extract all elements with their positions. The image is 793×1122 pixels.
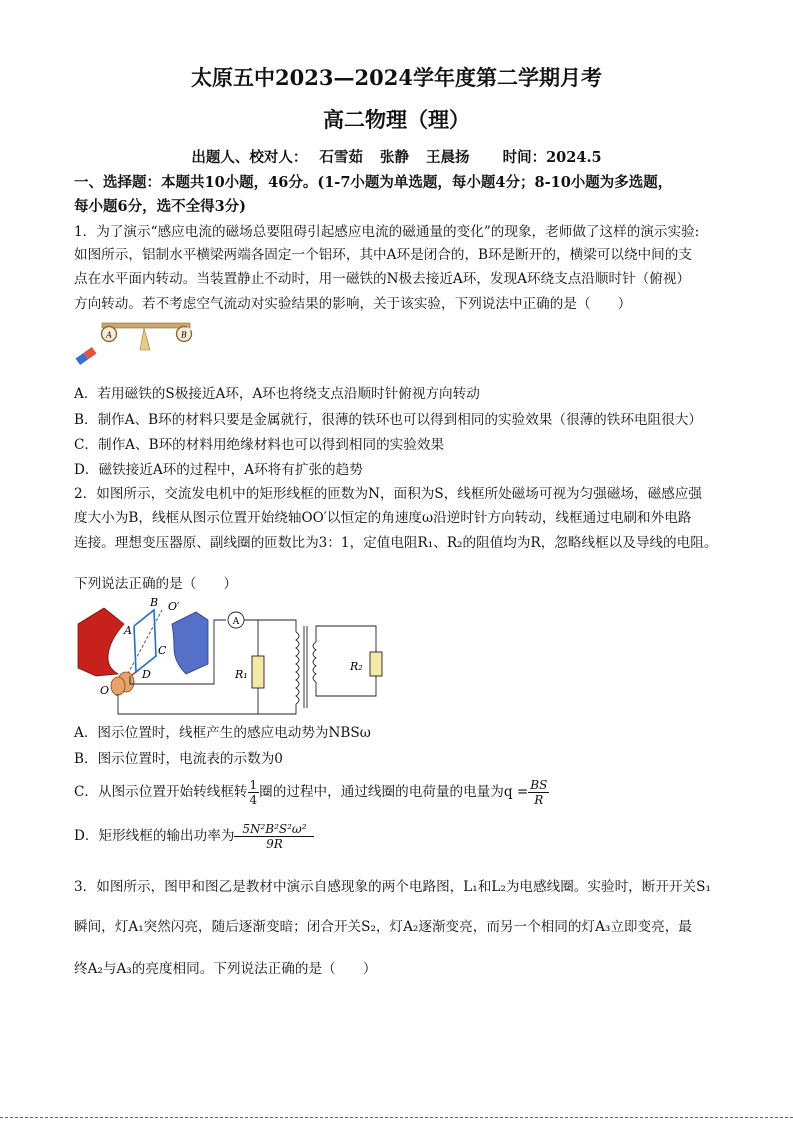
q3-line1: 3．如图所示，图甲和图乙是教材中演示自感现象的两个电路图，L₁和L₂为电感线圈。实验时，断开开关S₁ xyxy=(74,879,711,895)
q2-option-c xyxy=(74,772,724,812)
author-1: 石雪茹 xyxy=(319,149,363,166)
q1-figure xyxy=(74,318,204,370)
q2-option-b: B．图示位置时，电流表的示数为0 xyxy=(74,751,283,767)
power-num: 5N²B²S²ω² xyxy=(234,822,314,837)
ring-b-label: B xyxy=(181,330,187,340)
quarter-den: 4 xyxy=(249,793,258,807)
slip-ring-2 xyxy=(111,677,125,695)
exam-title: 太原五中2023—2024学年度第二学期月考 xyxy=(191,65,602,90)
q2-line1: 2．如图所示，交流发电机中的矩形线框的匝数为N，面积为S，线框所处磁场可视为匀强磁场，磁感应强 xyxy=(74,486,702,502)
wire-bottom xyxy=(118,688,258,714)
q2-option-d xyxy=(74,814,724,858)
q2-figure xyxy=(74,596,394,720)
label-c: C xyxy=(158,644,167,657)
q2-option-c-pre: C．从图示位置开始转线框转 xyxy=(74,784,248,800)
q2-line2: 度大小为B，线框从图示位置开始绕轴OO′以恒定的角速度ω沿逆时针方向转动，线框通过电刷和外电路 xyxy=(74,510,692,526)
authors-line xyxy=(0,146,793,167)
label-r2: R₂ xyxy=(350,660,363,673)
q2-option-c-mid: 圈的过程中，通过线圈的电荷量的电量为q = xyxy=(259,784,529,800)
power-fraction xyxy=(234,822,314,851)
q1-option-c: C．制作A、B环的材料用绝缘材料也可以得到相同的实验效果 xyxy=(74,437,445,453)
page-bottom-rule xyxy=(0,1117,793,1118)
quarter-fraction xyxy=(248,778,260,807)
section1-line1: 一、选择题：本题共10小题，46分。(1-7小题为单选题，每小题4分；8-10小题为多选题， xyxy=(74,174,673,191)
ammeter-label: A xyxy=(232,617,240,627)
q1-option-b: B．制作A、B环的材料只要是金属就行，很薄的铁环也可以得到相同的实验效果（很薄的铁环电阻很大） xyxy=(74,412,702,428)
charge-num: BS xyxy=(530,778,548,792)
crossbeam xyxy=(102,323,190,328)
bar-magnet xyxy=(76,347,97,365)
charge-fraction xyxy=(528,778,549,807)
label-o-prime: O′ xyxy=(168,600,180,613)
q2-line4: 下列说法正确的是（ ） xyxy=(74,576,238,592)
q2-option-a: A．图示位置时，线框产生的感应电动势为NBSω xyxy=(74,725,371,741)
q1-line1: 1．为了演示“感应电流的磁场总要阻碍引起感应电流的磁通量的变化”的现象，老师做了这样的演示实验: xyxy=(74,224,700,240)
quarter-num: 1 xyxy=(249,778,258,792)
q2-line3: 连接。理想变压器原、副线圈的匝数比为3：1，定值电阻R₁、R₂的阻值均为R，忽略线框以及导线的电阻。 xyxy=(74,535,718,551)
wire-a-right xyxy=(244,620,296,632)
q1-line2: 如图所示，铝制水平横梁两端各固定一个铝环，其中A环是闭合的，B环是断开的，横梁可以绕中间的支 xyxy=(74,247,692,263)
resistor-r1 xyxy=(252,656,264,688)
authors-label: 出题人、校对人： xyxy=(191,149,308,166)
power-den: 9R xyxy=(266,837,283,851)
resistor-r2 xyxy=(370,652,382,676)
charge-den: R xyxy=(534,793,544,807)
label-a: A xyxy=(124,624,132,637)
secondary-coil xyxy=(313,642,316,682)
label-b: B xyxy=(150,596,159,609)
pivot-stand xyxy=(140,328,150,350)
secondary-wire-top xyxy=(316,626,376,652)
author-3: 王晨扬 xyxy=(426,149,470,166)
label-d: D xyxy=(142,668,151,681)
author-2: 张静 xyxy=(379,149,409,166)
left-magnet xyxy=(78,608,124,676)
section1-line2: 每小题6分，选不全得3分) xyxy=(74,198,247,215)
wire-bottom-right xyxy=(258,704,296,714)
q3-line3: 终A₂与A₃的亮度相同。下列说法正确的是（ ） xyxy=(74,961,377,977)
label-o: O xyxy=(100,684,110,697)
exam-subtitle: 高二物理（理） xyxy=(323,107,470,132)
q1-option-d: D．磁铁接近A环的过程中，A环将有扩张的趋势 xyxy=(74,462,363,478)
secondary-wire-bottom xyxy=(316,676,376,696)
ring-a-label: A xyxy=(106,330,112,340)
primary-coil xyxy=(296,632,299,704)
label-r1: R₁ xyxy=(235,668,248,681)
q1-line4: 方向转动。若不考虑空气流动对实验结果的影响，关于该实验，下列说法中正确的是（ ） xyxy=(74,296,632,312)
q3-line2: 瞬间，灯A₁突然闪亮，随后逐渐变暗；闭合开关S₂，灯A₂逐渐变亮，而另一个相同的灯A₃立即变亮，最 xyxy=(74,919,692,935)
q1-line3: 点在水平面内转动。当装置静止不动时，用一磁铁的N极去接近A环，发现A环绕支点沿顺时针（俯视） xyxy=(74,271,691,287)
q2-option-d-pre: D．矩形线框的输出功率为 xyxy=(74,828,235,844)
right-magnet xyxy=(172,612,208,674)
exam-time: 时间：2024.5 xyxy=(502,149,602,166)
q1-option-a: A．若用磁铁的S极接近A环，A环也将绕支点沿顺时针俯视方向转动 xyxy=(74,386,480,402)
